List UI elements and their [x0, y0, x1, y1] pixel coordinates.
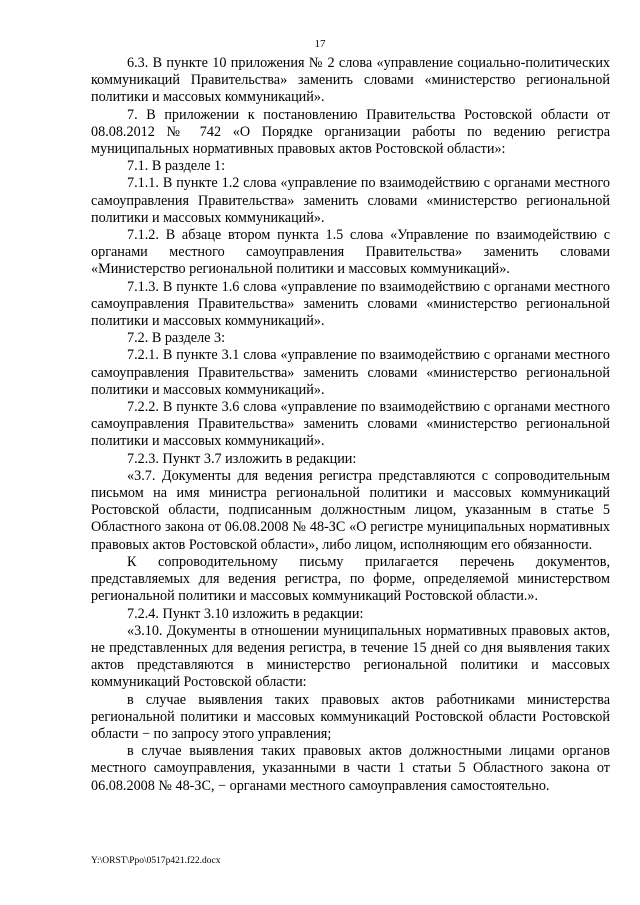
- paragraph-7-1: 7.1. В разделе 1:: [127, 158, 226, 175]
- paragraph-7-1-2: 7.1.2. В абзаце втором пункта 1.5 слова «Управление по взаимодействию с органами местного самоуправления Правительства» заменить словами «Министерство региональной политики и массовых коммуникаций».: [91, 227, 610, 278]
- paragraph-7-2-2: 7.2.2. В пункте 3.6 слова «управление по взаимодействию с органами местного самоуправления Правительства» заменить словами «министерство региональной политики и массовых коммуникаций».: [91, 399, 610, 450]
- paragraph-7-1-3: 7.1.3. В пункте 1.6 слова «управление по взаимодействию с органами местного самоуправления Правительства» заменить словами «министерство региональной политики и массовых коммуникаций».: [91, 278, 610, 330]
- paragraph-6-3: 6.3. В пункте 10 приложения № 2 слова «управление социально-политических коммуникаций Правительства» заменить словами «министерство региональной политики и массовых коммуникаций».: [91, 55, 610, 106]
- paragraph-3-7-text: «3.7. Документы для ведения регистра представляются с сопроводительным письмом на имя министра региональной политики и массовых коммуникаций Ростовской области, подписанным должностным лицом, указанным в статье 5 Областного закона от 06.08.2008 № 48-ЗС «О регистре муниципальных нормативных правовых актов Ростовской области», либо лицом, исполняющим его обязанности.: [91, 467, 610, 553]
- paragraph-cover-letter: К сопроводительному письму прилагается перечень документов, представляемых для ведения регистра, по форме, определяемой министерством региональной политики и массовых коммуникаций Ростовской области.».: [91, 553, 610, 605]
- page-number: 17: [314, 38, 326, 50]
- paragraph-7-2: 7.2. В разделе 3:: [127, 330, 226, 347]
- paragraph-case-local: в случае выявления таких правовых актов должностными лицами органов местного самоуправления, указанными в части 1 статьи 5 Областного закона от 06.08.2008 № 48-ЗС, − органами местного самоуправления самостоятельно.: [91, 743, 610, 794]
- footer-file-path: Y:\ORST\Ppo\0517p421.f22.docx: [91, 856, 221, 866]
- paragraph-7-2-4: 7.2.4. Пункт 3.10 изложить в редакции:: [127, 605, 364, 622]
- paragraph-7-2-1: 7.2.1. В пункте 3.1 слова «управление по взаимодействию с органами местного самоуправления Правительства» заменить словами «министерство региональной политики и массовых коммуникаций».: [91, 347, 610, 398]
- paragraph-7: 7. В приложении к постановлению Правительства Ростовской области от 08.08.2012 № 742 «О Порядке организации работы по ведению регистра муниципальных нормативных правовых актов Ростовской области»:: [91, 106, 610, 158]
- paragraph-7-2-3: 7.2.3. Пункт 3.7 изложить в редакции:: [127, 450, 357, 467]
- paragraph-3-10-text: «3.10. Документы в отношении муниципальных нормативных правовых актов, не представленных для ведения регистра, в течение 15 дней со дня выявления таких актов представляются в министерство региональной политики и массовых коммуникаций Ростовской области:: [91, 622, 610, 691]
- document-body: [91, 55, 610, 795]
- paragraph-7-1-1: 7.1.1. В пункте 1.2 слова «управление по взаимодействию с органами местного самоуправления Правительства» заменить словами «министерство региональной политики и массовых коммуникаций».: [91, 175, 610, 226]
- paragraph-case-ministry: в случае выявления таких правовых актов работниками министерства региональной политики и массовых коммуникаций Ростовской области Ростовской области − по запросу этого управления;: [91, 691, 610, 742]
